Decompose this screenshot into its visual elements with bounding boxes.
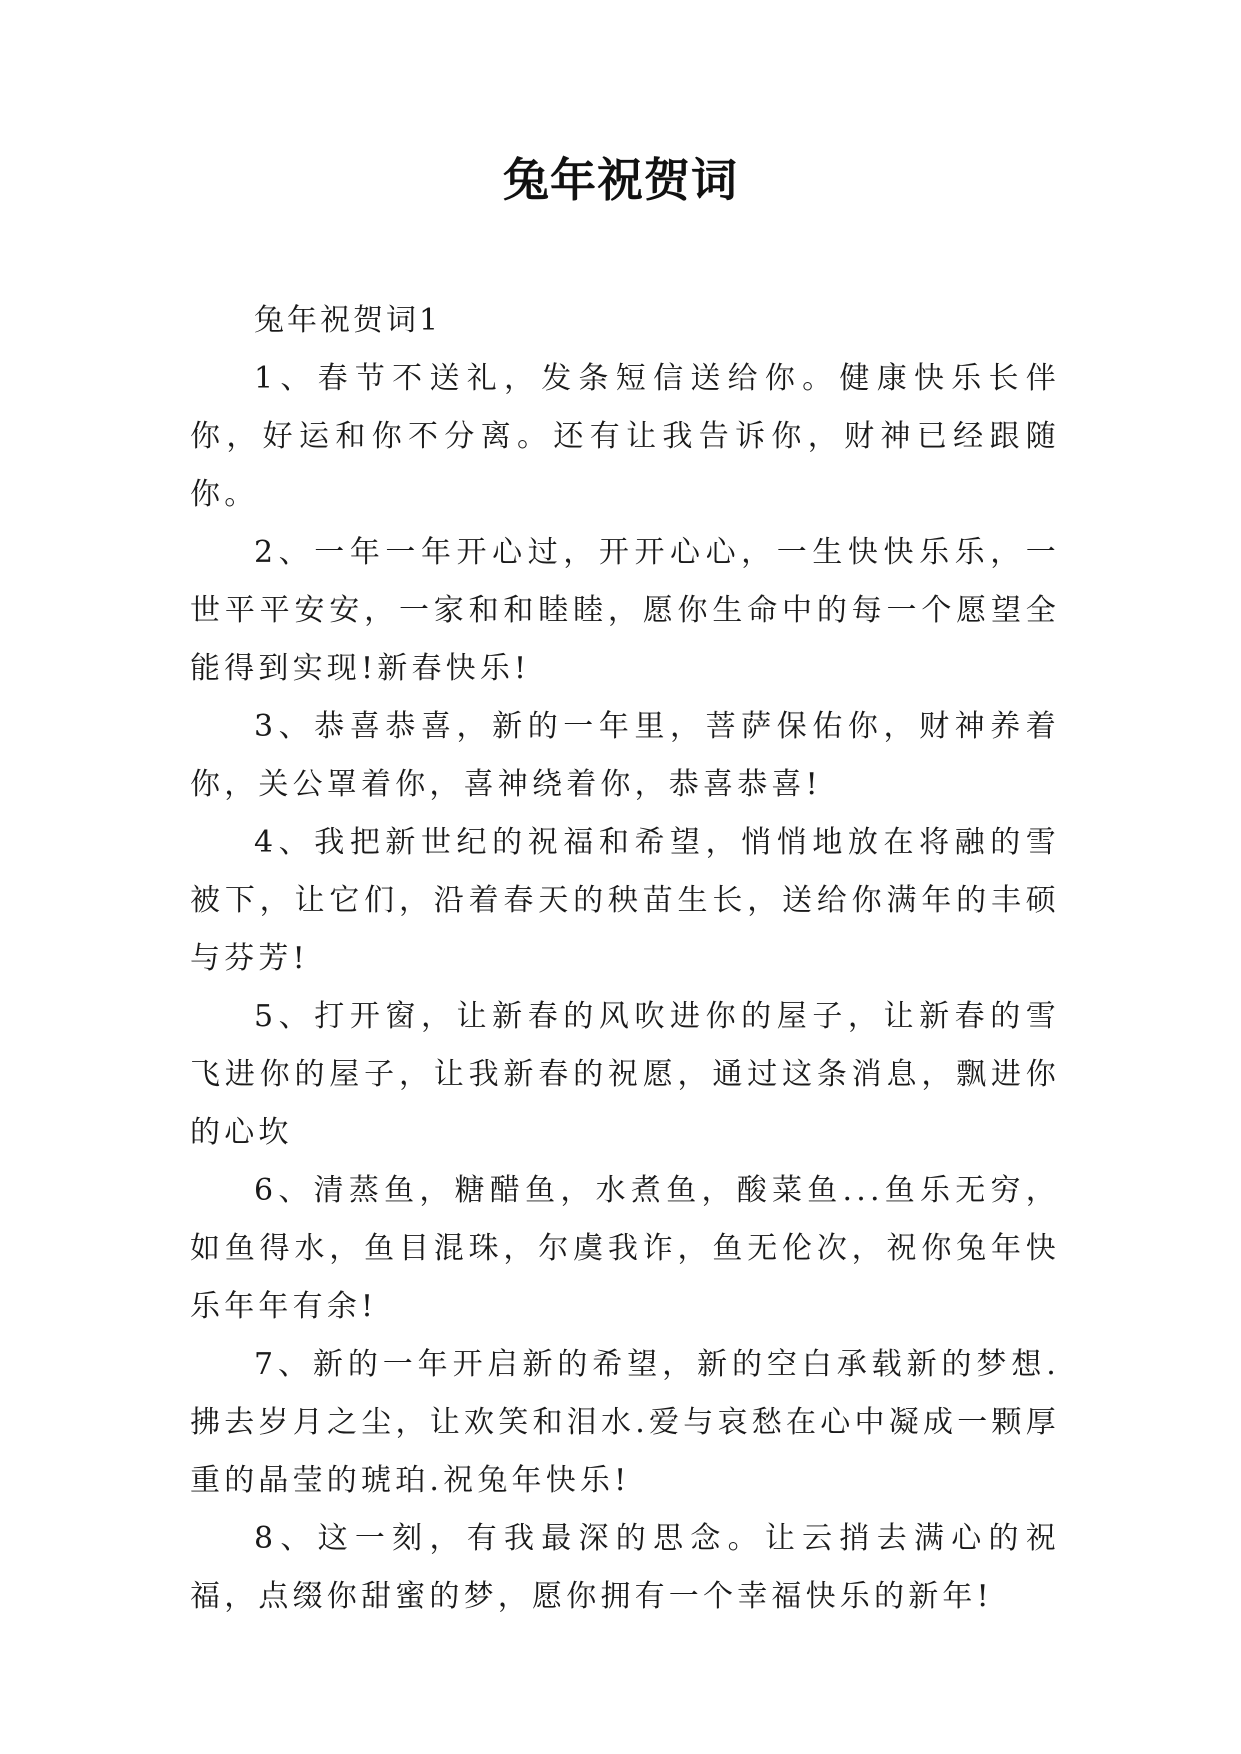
greeting-paragraph-1: 1、春节不送礼，发条短信送给你。健康快乐长伴你，好运和你不分离。还有让我告诉你，财神已经跟随你。 [190, 361, 1060, 512]
greeting-paragraph-8: 8、这一刻，有我最深的思念。让云捎去满心的祝福，点缀你甜蜜的梦，愿你拥有一个幸福快乐的新年! [190, 1521, 1060, 1614]
section-subtitle: 兔年祝贺词1 [254, 303, 442, 338]
greeting-paragraph-5: 5、打开窗，让新春的风吹进你的屋子，让新春的雪飞进你的屋子，让我新春的祝愿，通过这条消息，飘进你的心坎 [190, 999, 1060, 1150]
greeting-paragraph-2: 2、一年一年开心过，开开心心，一生快快乐乐，一世平平安安，一家和和睦睦，愿你生命中的每一个愿望全能得到实现!新春快乐! [190, 535, 1060, 686]
greeting-paragraph-6: 6、清蒸鱼，糖醋鱼，水煮鱼，酸菜鱼...鱼乐无穷，如鱼得水，鱼目混珠，尔虞我诈，鱼无伦次，祝你兔年快乐年年有余! [190, 1173, 1060, 1324]
greeting-paragraph-3: 3、恭喜恭喜，新的一年里，菩萨保佑你，财神养着你，关公罩着你，喜神绕着你，恭喜恭喜! [190, 709, 1060, 802]
greeting-paragraph-4: 4、我把新世纪的祝福和希望，悄悄地放在将融的雪被下，让它们，沿着春天的秧苗生长，送给你满年的丰硕与芬芳! [190, 825, 1060, 976]
greeting-paragraph-7: 7、新的一年开启新的希望，新的空白承载新的梦想.拂去岁月之尘，让欢笑和泪水.爱与哀愁在心中凝成一颗厚重的晶莹的琥珀.祝兔年快乐! [190, 1347, 1060, 1498]
document-body [190, 292, 1060, 1626]
document-title: 兔年祝贺词 [503, 153, 738, 207]
